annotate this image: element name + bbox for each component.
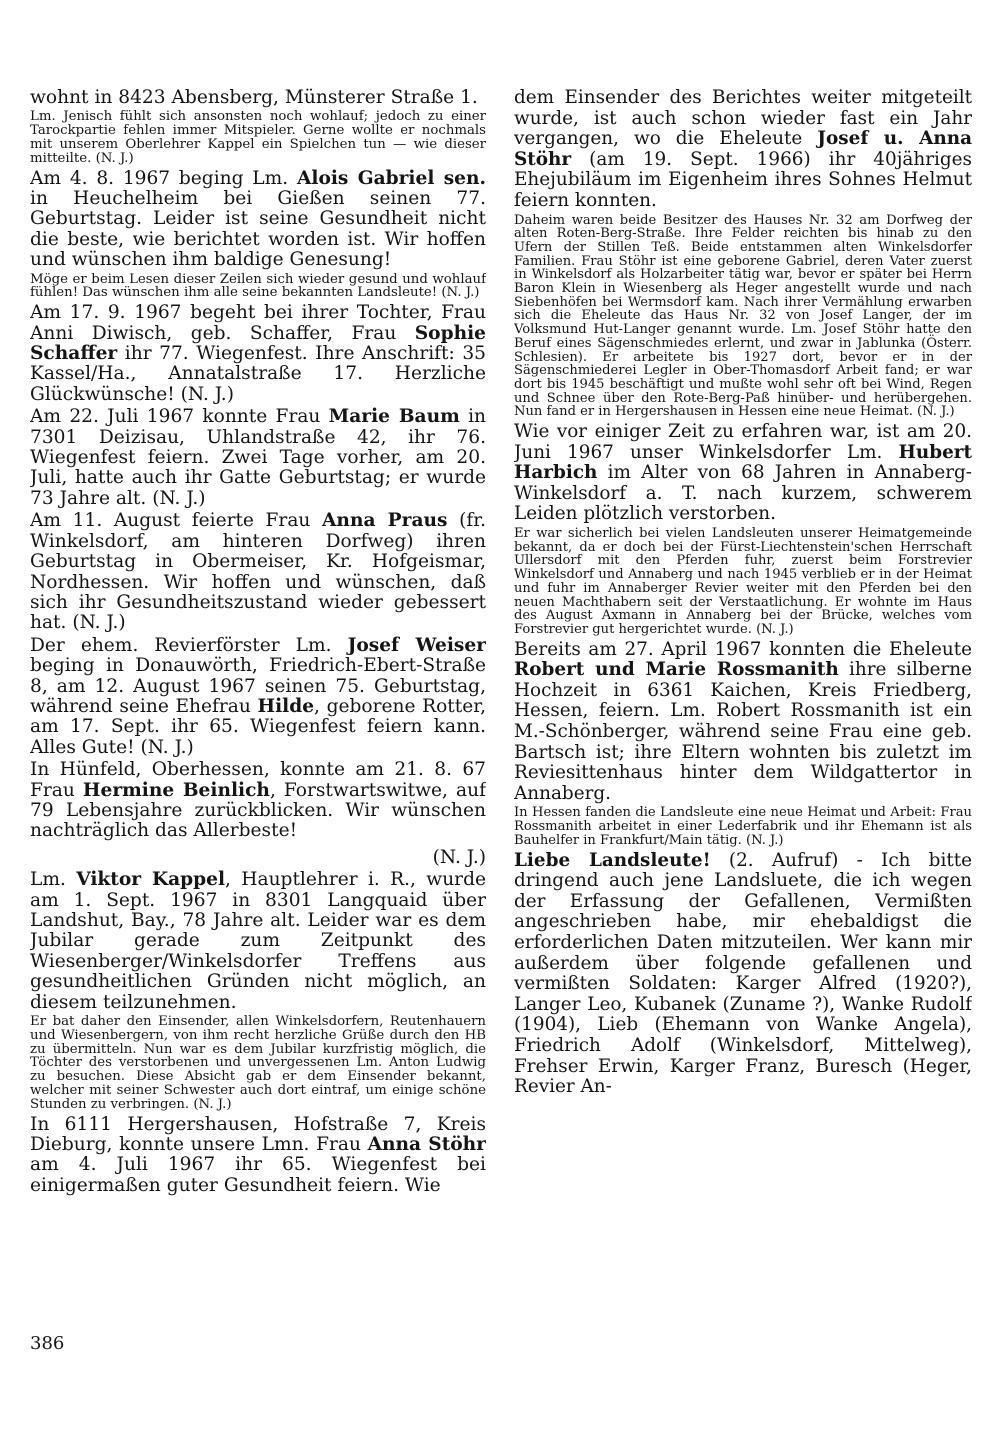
text-span: wohnt in 8423 Abensberg, Münsterer Straße 1. — [30, 88, 478, 108]
person-name: Josef u. Anna Stöhr — [514, 128, 972, 170]
article-paragraph — [30, 511, 486, 633]
text-span: ihre silberne Hochzeit in 6361 Kaichen, Kreis Friedberg, Hessen, feiern. Lm. Robert Rossmanith ist ein M.-Schönberger, während seine Frau eine geb. Bartsch ist; ihre Eltern wohnten bis zuletzt im Reviesittenhaus hinter dem Wildgattertor in Annaberg. — [514, 659, 972, 804]
text-span: , Forstwartswitwe, auf 79 Lebensjahre zurückblicken. Wir wünschen nachträglich das Allerbeste! — [30, 779, 486, 842]
article-paragraph — [514, 88, 972, 212]
text-span: (N. J.) — [432, 846, 486, 868]
text-span: in Heuchelheim bei Gießen seinen 77. Geburtstag. Leider ist seine Gesundheit nicht die beste, wie berichtet worden ist. Wir hoffen und wünschen ihm baldige Genesung! — [30, 188, 486, 271]
article-note — [30, 1015, 486, 1112]
text-span: In Hessen fanden die Landsleute eine neue Heimat und Arbeit: Frau Rossmanith arbeitet in einer Lederfabrik und ihr Ehemann ist als Bauhelfer in Frankfurt/Main tätig. (N. J.) — [514, 805, 972, 848]
article-note — [514, 214, 972, 420]
person-name: Anna Praus — [322, 510, 448, 532]
text-span: Er war sicherlich bei vielen Landsleuten unserer Heimatgemeinde bekannt, da er doch bei der Fürst-Liechtenstein'schen Herrschaft Ullersdorf mit den Pferden fuhr, zuerst beim Forstrevier Winkelsdorf und Annaberg und nach 1945 verblieb er in der Heimat und fuhr im Annaberger Revier weiter mit den Pferden bei den neuen Machthabern seit der Verstaatlichung. Er wohnte im Haus des August Axmann in Annaberg bei der Brücke, welches vom Forstrevier gut hergerichtet wurde. (N. J.) — [514, 526, 972, 637]
text-span: Am 11. August feierte Frau — [30, 510, 322, 532]
person-name: Anna Stöhr — [367, 1134, 486, 1156]
text-span: (am 19. Sept. 1966) ihr 40jähriges Ehejubiläum im Eigenheim ihres Sohnes Helmut feiern konnten. — [514, 148, 972, 211]
section-heading: Liebe Landsleute! — [514, 849, 711, 871]
text-span: Möge er beim Lesen dieser Zeilen sich wieder gesund und wohlauf fühlen! Das wünschen ihm alle seine bekannten Landsleute! (N. J.) — [30, 271, 486, 301]
person-name: Alois Gabriel sen. — [296, 167, 486, 189]
right-text-column — [514, 88, 972, 1334]
text-span: in 7301 Deizisau, Uhlandstraße 42, ihr 76. Wiegenfest feiern. Zwei Tage vorher, am 20. Juli, hatte auch ihr Gatte Geburtstag; er wurde 73 Jahre alt. (N. J.) — [30, 406, 486, 509]
text-span: beging in Donauwörth, Friedrich-Ebert-Straße 8, am 12. August 1967 seinen 75. Geburtstag, während seine Ehefrau — [30, 655, 486, 717]
signature-note — [30, 848, 486, 868]
article-paragraph — [30, 169, 486, 271]
article-paragraph — [30, 88, 486, 108]
text-span: Bereits am 27. April 1967 konnten die Eheleute — [514, 638, 972, 660]
article-paragraph — [514, 640, 972, 805]
person-name: Viktor Kappel — [76, 869, 226, 891]
person-name: Marie Baum — [328, 406, 460, 428]
article-paragraph — [30, 760, 486, 842]
text-span: Am 22. Juli 1967 konnte Frau — [30, 406, 329, 428]
page-number: 386 — [30, 1333, 65, 1354]
person-name: Robert und Marie Rossmanith — [514, 659, 839, 681]
article-note — [30, 273, 486, 301]
person-name: Hubert Harbich — [514, 441, 972, 484]
article-paragraph — [30, 303, 486, 405]
text-span: (fr. Winkelsdorf, am hinteren Dorfweg) ihren Geburtstag in Obermeiser, Kr. Hofgeismar, Nordhessen. Wir hoffen und wünschen, daß sich ihr Gesundheitszustand wieder gebessert hat. (N. J.) — [30, 510, 486, 634]
person-name: Sophie Schaffer — [30, 322, 486, 365]
text-span: ihr 77. Wiegenfest. Ihre Anschrift: 35 Kassel/Ha., Annatalstraße 17. Herzliche Glückwünsche! (N. J.) — [30, 343, 486, 405]
text-span: Am 4. 8. 1967 beging Lm. — [30, 167, 297, 189]
text-span: Lm. Jenisch fühlt sich ansonsten noch wohlauf; jedoch zu einer Tarockpartie fehlen immer Mitspieler. Gerne wollte er nochmals mit unserem Oberlehrer Kappel ein Spielchen tun — wie dieser mitteilte. (N. J.) — [30, 109, 486, 166]
person-name: Josef Weiser — [347, 634, 486, 656]
text-span: am 4. Juli 1967 ihr 65. Wiegenfest bei einigermaßen guter Gesundheit feiern. Wie — [30, 1154, 486, 1196]
article-paragraph — [514, 422, 972, 525]
text-span: Lm. — [30, 869, 77, 891]
text-span: Am 17. 9. 1967 begeht bei ihrer Tochter, Frau Anni Diwisch, geb. Schaffer, Frau — [30, 302, 486, 344]
text-span: dem Einsender des Berichtes weiter mitgeteilt wurde, ist auch schon wieder fast ein Jahr vergangen, wo die Eheleute — [514, 88, 972, 150]
person-name: Hermine Beinlich — [82, 779, 270, 801]
text-span: Daheim waren beide Besitzer des Hauses Nr. 32 am Dorfweg der alten Roten-Berg-Straße. Ihre Felder reichten bis hinab zu den Ufern der Stillen Teß. Beide entstammen alten Winkelsdorfer Familien. Frau Stöhr ist eine geborene Gabriel, deren Vater zuerst in Winkelsdorf als Holzarbeiter tätig war, bevor er später bei Herrn Baron Klein in Wiesenberg als Heger angestellt wurde und nach Siebenhöfen bei Wermsdorf kam. Nach ihrer Vermählung erwarben sich die Eheleute das Haus Nr. 32 von Josef Langer, der im Volksmund Hut-Langer genannt wurde. Lm. Josef Stöhr hatte den Beruf eines Sägenschmiedes erlernt, und zwar in Jablunka (Österr. Schlesien). Er arbeitete bis 1927 dort, bevor er in der Sägenschmiederei Legler in Ober-Thomasdorf Arbeit fand; er war dort bis 1945 beschäftigt und mußte wohl sehr oft bei Wind, Regen und Schnee über den Rote-Berg-Paß hinüber- und herübergehen. Nun fand er in Hergershausen in Hessen eine neue Heimat. (N. J.) — [514, 212, 972, 420]
article-note — [514, 527, 972, 637]
article-paragraph — [30, 407, 486, 509]
text-span: In 6111 Hergershausen, Hofstraße 7, Kreis Dieburg, konnte unsere Lmn. Frau — [30, 1113, 486, 1156]
text-span: Der ehem. Revierförster Lm. — [30, 634, 348, 656]
article-paragraph — [30, 1115, 486, 1197]
text-span: In Hünfeld, Oberhessen, konnte am 21. 8. 67 Frau — [30, 759, 486, 801]
person-name: Hilde — [257, 695, 315, 717]
text-span: , geborene Rotter, am 17. Sept. ihr 65. Wiegenfest feiern kann. Alles Gute! (N. J.) — [30, 695, 486, 758]
text-span: Wie vor einiger Zeit zu erfahren war, ist am 20. Juni 1967 unser Winkelsdorfer Lm. — [514, 421, 972, 463]
article-note — [30, 110, 486, 165]
text-span: im Alter von 68 Jahren in Annaberg-Winkelsdorf a. T. nach kurzem, schwerem Leiden plötzlich verstorben. — [514, 462, 972, 525]
article-paragraph — [30, 636, 486, 758]
text-span: (2. Aufruf) - Ich bitte dringend auch jene Landsluete, die ich wegen der Erfassung der Gefallenen, Vermißten angeschrieben habe, mir ehebaldigst die erforderlichen Daten mitzuteilen. Wer kann mir außerdem über folgende gefallenen und vermißten Soldaten: Karger Alfred (1920?), Langer Leo, Kubanek (Zuname ?), Wanke Rudolf (1904), Lieb (Ehemann von Wanke Angela), Friedrich Adolf (Winkelsdorf, Mittelweg), Frehser Erwin, Karger Franz, Buresch (Heger, Revier An- — [514, 849, 972, 1098]
text-span: , Hauptlehrer i. R., wurde am 1. Sept. 1967 in 8301 Langquaid über Landshut, Bay., 78 Jahre alt. Leider war es dem Jubilar gerade zum Zeitpunkt des Wiesenberger/Winkelsdorfer Treffens aus gesundheitlichen Gründen nicht möglich, an diesem teilzunehmen. — [30, 869, 486, 1013]
text-span: Er bat daher den Einsender, allen Winkelsdorfern, Reutenhauern und Wiesenbergern, von ihm recht herzliche Grüße durch den HB zu übermitteln. Nun war es dem Jubilar kurzfristig möglich, die Töchter des verstorbenen und unvergessenen Lm. Anton Ludwig zu besuchen. Diese Absicht gab er dem Einsender bekannt, welcher mit seiner Schwester auch dort eintraf, um einige schöne Stunden zu verbringen. (N. J.) — [30, 1014, 486, 1112]
article-paragraph — [514, 851, 972, 1098]
article-note — [514, 806, 972, 847]
article-paragraph — [30, 870, 486, 1013]
left-text-column — [30, 88, 486, 1314]
